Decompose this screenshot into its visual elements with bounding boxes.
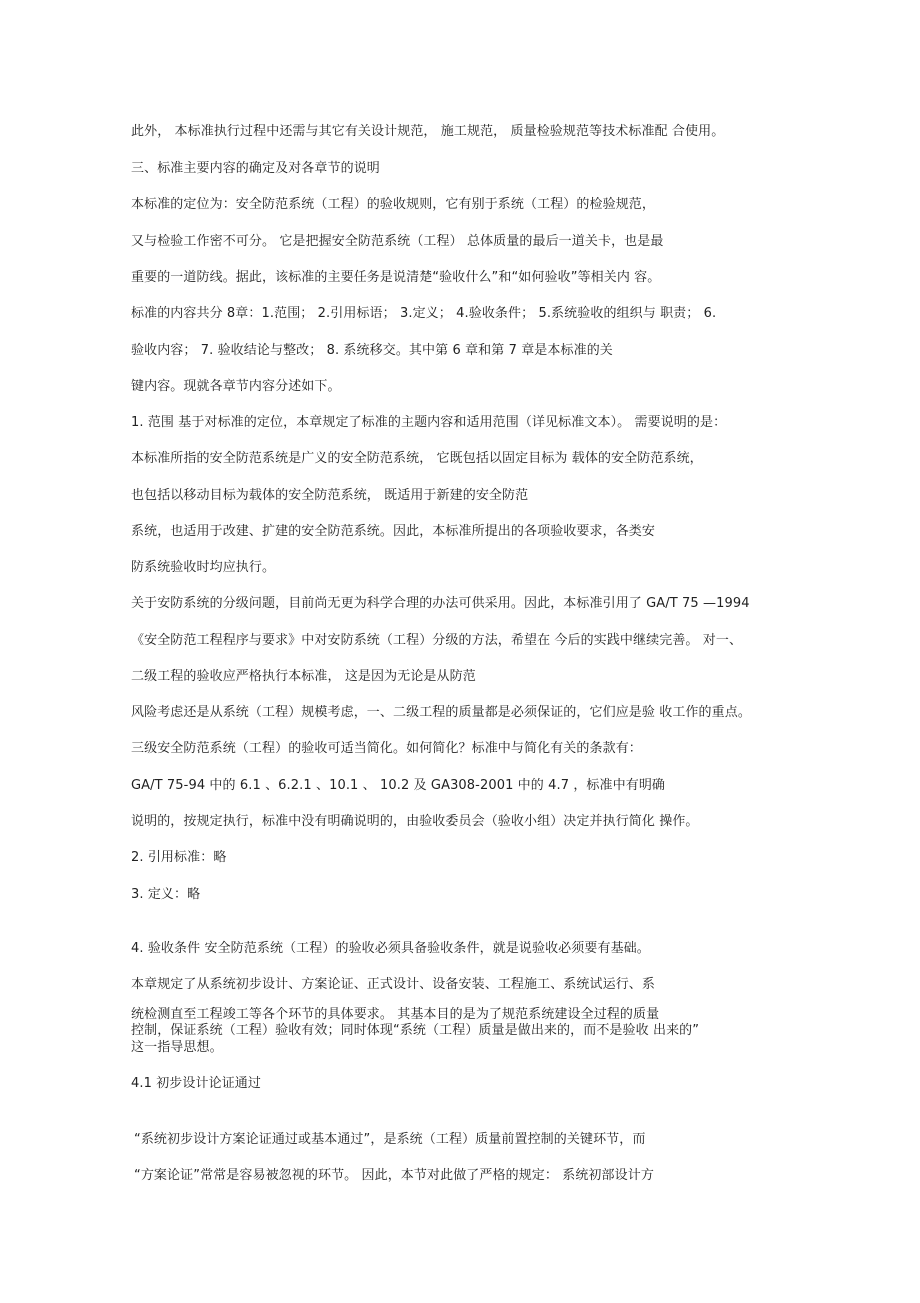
text-line: 也包括以移动目标为载体的安全防范系统， 既适用于新建的安全防范 [131, 488, 529, 503]
text-line: 重要的一道防线。据此，该标准的主要任务是说清楚“验收什么”和“如何验收”等相关内 容。 [131, 270, 661, 285]
text-line: 又与检验工作密不可分。 它是把握安全防范系统（工程） 总体质量的最后一道关卡，也是最 [131, 234, 664, 249]
text-line: “方案论证”常常是容易被忽视的环节。 因此，本节对此做了严格的规定： 系统初部设计方 [134, 1168, 654, 1183]
text-line: GA/T 75-94 中的 6.1 、6.2.1 、10.1 、 10.2 及 GA308-2001 中的 4.7 ，标准中有明确 [131, 778, 666, 793]
text-line: 说明的，按规定执行，标准中没有明确说明的，由验收委员会（验收小组）决定并执行简化 操作。 [131, 814, 699, 829]
text-line: 本标准所指的安全防范系统是广义的安全防范系统， 它既包括以固定目标为 载体的安全防范系统， [131, 451, 703, 466]
section-4-line: 4. 验收条件 安全防范系统（工程）的验收必须具备验收条件，就是说验收必须要有基础。 [131, 941, 650, 956]
text-line: 二级工程的验收应严格执行本标准， 这是因为无论是从防范 [131, 669, 476, 684]
text-line: 三级安全防范系统（工程）的验收可适当简化。如何简化？标准中与简化有关的条款有： [131, 741, 642, 756]
text-line: 风险考虑还是从系统（工程）规模考虑，一、二级工程的质量都是必须保证的，它们应是验 收工作的重点。 [131, 705, 751, 720]
text-line: 控制，保证系统（工程）验收有效；同时体现“系统（工程）质量是做出来的，而不是验收 出来的” [131, 1023, 700, 1038]
section-1-line: 1. 范围 基于对标准的定位，本章规定了标准的主题内容和适用范围（详见标准文本）。 需要说明的是： [131, 415, 727, 430]
text-line: 系统，也适用于改建、扩建的安全防范系统。因此，本标准所提出的各项验收要求，各类安 [131, 524, 656, 539]
section-2-line: 2. 引用标准：略 [131, 850, 227, 865]
text-line: “系统初步设计方案论证通过或基本通过”，是系统（工程）质量前置控制的关键环节，而 [134, 1132, 646, 1147]
text-line: 关于安防系统的分级问题，目前尚无更为科学合理的办法可供采用。因此，本标准引用了 GA/T 75 —1994 [131, 596, 750, 611]
text-line: 键内容。现就各章节内容分述如下。 [131, 379, 341, 394]
text-line: 验收内容； 7. 验收结论与整改； 8. 系统移交。其中第 6 章和第 7 章是本标准的关 [131, 343, 613, 358]
section-3-line: 3. 定义：略 [131, 887, 201, 902]
text-line: 本标准的定位为：安全防范系统（工程）的验收规则，它有别于系统（工程）的检验规范， [131, 197, 656, 212]
section-heading: 三、标准主要内容的确定及对各章节的说明 [131, 161, 380, 176]
text-line: 防系统验收时均应执行。 [131, 560, 276, 575]
text-line: 此外， 本标准执行过程中还需与其它有关设计规范， 施工规范， 质量检验规范等技术标准配 合使用。 [131, 124, 725, 139]
text-line: 标准的内容共分 8章：1.范围； 2.引用标语； 3.定义； 4.验收条件； 5.系统验收的组织与 职责； 6. [131, 306, 717, 321]
text-line: 统检测直至工程竣工等各个环节的具体要求。 其基本目的是为了规范系统建设全过程的质量 [131, 1007, 660, 1022]
text-line: 本章规定了从系统初步设计、方案论证、正式设计、设备安装、工程施工、系统试运行、系 [131, 977, 656, 992]
section-4-1-heading: 4.1 初步设计论证通过 [131, 1076, 262, 1091]
text-line: 这一指导思想。 [131, 1040, 223, 1055]
text-line: 《安全防范工程程序与要求》中对安防系统（工程）分级的方法，希望在 今后的实践中继续完善。 对一、 [131, 633, 743, 648]
